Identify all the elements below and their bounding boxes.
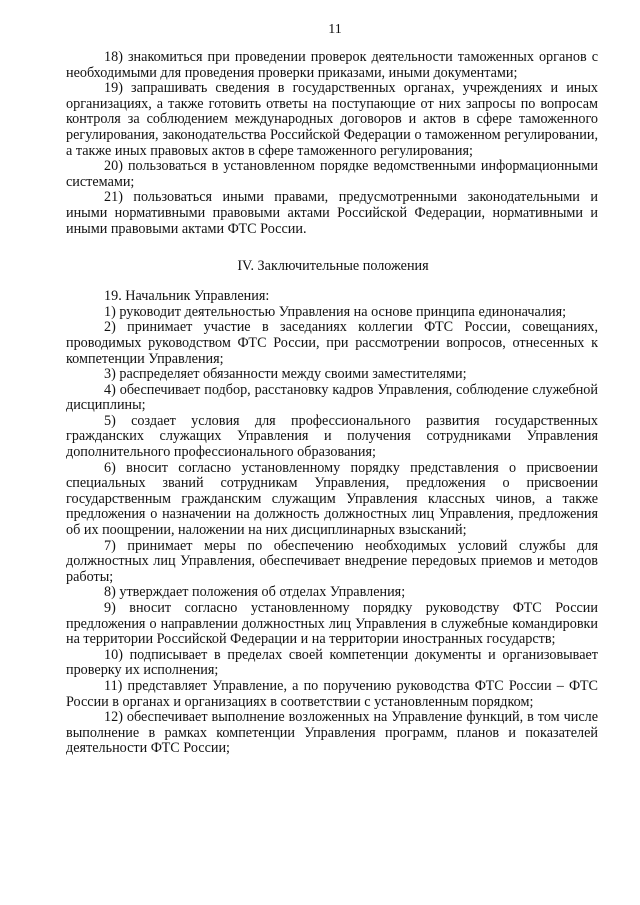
clause-heading: 19. Начальник Управления: bbox=[104, 288, 270, 305]
document-page bbox=[66, 22, 598, 757]
rights-list bbox=[66, 50, 598, 237]
list-item: 21) пользоваться иными правами, предусмотренными законодательными и иными нормативными правовыми актами Российской Федерации, нормативными и иными правовыми актами ФТС России. bbox=[66, 189, 598, 237]
final-provisions bbox=[66, 289, 598, 757]
list-item: 5) создает условия для профессионального развития государственных гражданских служащих Управления и получения сотрудниками Управления дополнительного профессионального образования; bbox=[66, 412, 598, 461]
list-item: 7) принимает меры по обеспечению необходимых условий службы для должностных лиц Управления, обеспечивает внедрение передовых приемов и методов работы; bbox=[66, 537, 598, 585]
list-item: 19) запрашивать сведения в государственных органах, учреждениях и иных организациях, а также готовить ответы на поступающие от них запросы по вопросам контроля за соблюдением международных договоров и актов в сфере таможенного регулирования, законодательства Российской Федерации о таможенном регулировании, а также иных правовых актов в сфере таможенного регулирования; bbox=[66, 80, 598, 159]
page-number: 11 bbox=[328, 22, 342, 37]
list-item: 18) знакомиться при проведении проверок деятельности таможенных органов с необходимыми для проведения проверки приказами, иными документами; bbox=[66, 49, 598, 81]
list-item: 1) руководит деятельностью Управления на основе принципа единоначалия; bbox=[104, 303, 567, 320]
list-item: 8) утверждает положения об отделах Управления; bbox=[104, 584, 406, 601]
section-title: IV. Заключительные положения bbox=[237, 258, 429, 275]
list-item: 2) принимает участие в заседаниях коллегии ФТС России, совещаниях, проводимых руководством ФТС России, при рассмотрении вопросов, отнесенных к компетенции Управления; bbox=[66, 319, 598, 367]
list-item: 9) вносит согласно установленному порядку руководству ФТС России предложения о направлении должностных лиц Управления в служебные командировки на территории Российской Федерации и на территории иностранных государств; bbox=[66, 600, 598, 648]
list-item: 6) вносит согласно установленному порядку представления о присвоении специальных званий сотрудникам Управления, предложения о присвоении государственным гражданским служащим Управления классных чинов, а также предложения о назначении на должность должностных лиц Управления, предложения об их поощрении, наложении на них дисциплинарных взысканий; bbox=[66, 459, 598, 539]
list-item: 20) пользоваться в установленном порядке ведомственными информационными системами; bbox=[66, 158, 598, 190]
list-item: 10) подписывает в пределах своей компетенции документы и организовывает проверку их исполнения; bbox=[66, 646, 598, 679]
list-item: 12) обеспечивает выполнение возложенных на Управление функций, в том числе выполнение в рамках компетенции Управления программ, планов и показателей деятельности ФТС России; bbox=[66, 709, 598, 757]
list-item: 11) представляет Управление, а по поручению руководства ФТС России – ФТС России в органах и организациях в соответствии с установленным порядком; bbox=[66, 677, 598, 710]
list-item: 4) обеспечивает подбор, расстановку кадров Управления, соблюдение служебной дисциплины; bbox=[66, 381, 598, 414]
list-item: 3) распределяет обязанности между своими заместителями; bbox=[104, 366, 467, 383]
